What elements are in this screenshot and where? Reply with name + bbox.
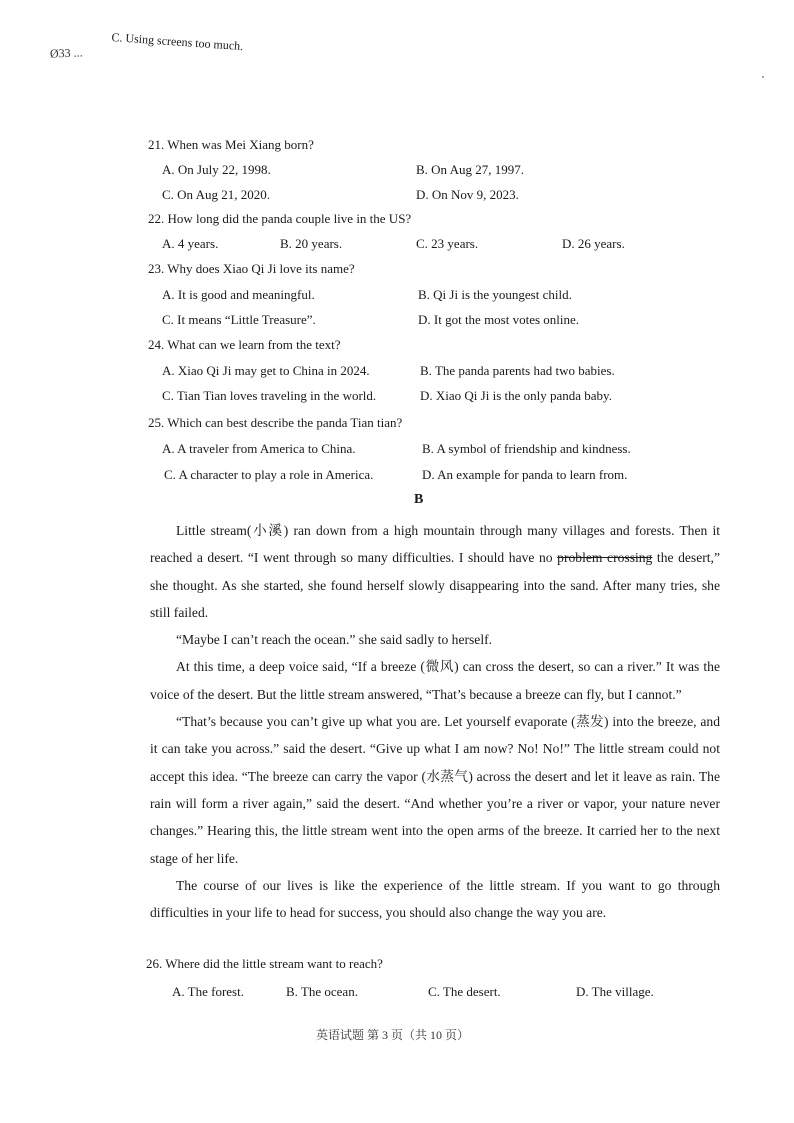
question-25-option-a: A. A traveler from America to China. [162, 441, 356, 456]
question-26-option-c: C. The desert. [428, 984, 501, 999]
question-22-option-d: D. 26 years. [562, 236, 625, 251]
question-24-option-d: D. Xiao Qi Ji is the only panda baby. [420, 388, 612, 403]
question-25-option-c: C. A character to play a role in America. [164, 467, 374, 482]
passage-b [150, 517, 720, 926]
question-24-option-c: C. Tian Tian loves traveling in the world. [162, 388, 377, 403]
question-25-stem: 25. Which can best describe the panda Tian tian? [148, 415, 403, 430]
passage-paragraph-3: At this time, a deep voice said, “If a breeze (微风) can cross the desert, so can a river.” It was the voice of the desert. But the little stream answered, “That’s because a breeze can fly, but I cannot.” [150, 659, 720, 702]
question-23-option-d: D. It got the most votes online. [418, 312, 580, 327]
struck-phrase: problem crossing [557, 550, 653, 566]
section-b-heading: B [414, 492, 424, 507]
question-24-stem: 24. What can we learn from the text? [148, 337, 341, 352]
question-24-option-b: B. The panda parents had two babies. [420, 363, 615, 378]
question-22-option-b: B. 20 years. [280, 236, 343, 251]
question-22-option-c: C. 23 years. [416, 236, 479, 251]
question-26-stem: 26. Where did the little stream want to reach? [146, 956, 383, 971]
question-21-option-b: B. On Aug 27, 1997. [416, 162, 524, 177]
question-22-option-a: A. 4 years. [162, 236, 219, 251]
question-23-option-c: C. It means “Little Treasure”. [162, 312, 316, 327]
passage-paragraph-1 [150, 517, 720, 626]
passage-paragraph-5: The course of our lives is like the experience of the little stream. If you want to go through difficulties in your life to head for success, you should also change the way you are. [150, 877, 720, 921]
question-26-option-a: A. The forest. [172, 984, 244, 999]
passage-paragraph-2: “Maybe I can’t reach the ocean.” she said sadly to herself. [176, 632, 493, 648]
scan-speck [762, 76, 764, 78]
question-24-option-a: A. Xiao Qi Ji may get to China in 2024. [162, 363, 370, 378]
page-footer: 英语试题 第 3 页（共 10 页） [316, 1028, 470, 1042]
question-26-option-b: B. The ocean. [286, 984, 358, 999]
header-mark: Ø33 ... [49, 45, 83, 61]
question-25-option-b: B. A symbol of friendship and kindness. [422, 441, 631, 456]
question-23-option-a: A. It is good and meaningful. [162, 287, 315, 302]
question-23-stem: 23. Why does Xiao Qi Ji love its name? [148, 261, 355, 276]
passage-paragraph-1-text-a: Little stream(小溪) ran down from a high mountain through many villages and forests. Then it reached a desert. “I went through so many difficulties. I should have no [150, 523, 720, 566]
passage-paragraph-4: “That’s because you can’t give up what you are. Let yourself evaporate (蒸发) into the breeze, and it can take you across.” said the desert. “Give up what I am now? No! No!” The little stream could not accept this idea. “The breeze can carry the vapor (水蒸气) across the desert and let it leave as rain. The rain will form a river again,” said the desert. “And whether you’re a river or vapor, your nature never changes.” Hearing this, the little stream went into the open arms of the breeze. It carried her to the next stage of her life. [150, 714, 720, 866]
question-21-stem: 21. When was Mei Xiang born? [148, 137, 314, 152]
question-21-option-c: C. On Aug 21, 2020. [162, 187, 270, 202]
question-21-option-a: A. On July 22, 1998. [162, 162, 271, 177]
passage-paragraph-1-text-b: the desert,” she thought. As she started, she found herself slowly disappearing into the sand. After many tries, she still failed. [150, 550, 720, 620]
question-25-option-d: D. An example for panda to learn from. [422, 467, 628, 482]
question-22-stem: 22. How long did the panda couple live in the US? [148, 211, 412, 226]
question-21-option-d: D. On Nov 9, 2023. [416, 187, 519, 202]
question-26-option-d: D. The village. [576, 984, 654, 999]
header-fragment: C. Using screens too much. [111, 30, 244, 54]
question-23-option-b: B. Qi Ji is the youngest child. [418, 287, 572, 302]
